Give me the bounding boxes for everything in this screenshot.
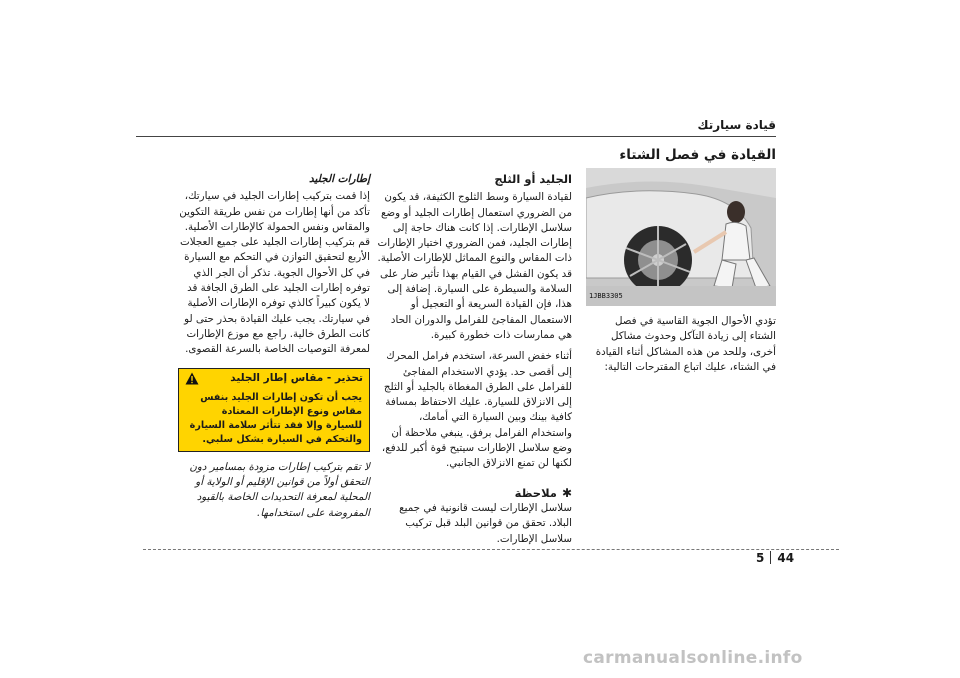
studded-tire-caution: لا تقم بتركيب إطارات مزودة بمسامير دون التحقق أولاً من قوانين الإقليم أو الولاية أو المحلية لمعرفة التحديدات الخاصة بالقيود المفروضة على استخدامها. — [189, 460, 370, 519]
intro-column — [586, 168, 776, 381]
snow-ice-body-2: أثناء خفض السرعة، استخدم فرامل المحرك إلى أقصى حد. يؤدي الاستخدام المفاجئ للفرامل على الطرق المغطاة بالجليد أو الثلج إلى الانزلاق للسيارة. عليك الاحتفاظ بمسافة كافية بينك وبين السيارة التي أمامك، واستخدام الفرامل برفق. ينبغي ملاحظة أن وضع سلاسل الإطارات سيتيح قوة أكبر للدفع، لكنها لن تمنع الانزلاق الجانبي. — [381, 350, 572, 470]
photo-code: 1JBB3305 — [589, 291, 623, 300]
snow-tires-heading: إطارات الجليد — [308, 173, 370, 185]
snow-ice-column — [376, 172, 572, 553]
note-heading — [376, 486, 572, 501]
warning-box — [178, 368, 370, 452]
asterisk-icon: ✱ — [561, 485, 572, 500]
header-rule — [136, 136, 776, 137]
watermark: carmanualsonline.info — [583, 648, 803, 668]
tire-chain-photo — [586, 168, 776, 306]
warning-body: يجب أن تكون إطارات الجليد بنفس مقاس ونوع الإطارات المعتادة للسيارة وإلا فقد تتأثر سلامة السيارة والتحكم في السيارة بشكل سلبي. — [179, 388, 369, 451]
tire-chain-illustration — [586, 168, 776, 306]
intro-text: تؤدي الأحوال الجوية القاسية في فصل الشتاء إلى زيادة التآكل وحدوث مشاكل أخرى، وللحد من هذه المشاكل أثناء القيادة في الشتاء، عليك اتباع المقترحات التالية: — [595, 315, 776, 373]
snow-ice-body-1: لقيادة السيارة وسط الثلوج الكثيفة، قد يكون من الضروري استعمال إطارات الجليد أو وضع سلاسل الإطارات. إذا كانت هناك حاجة إلى إطارات الجليد، فمن الضروري اختيار الإطارات ذات المقاس والنوع المماثل للإطارات الأصلية. قد يكون الفشل في القيام بهذا تأثير ضار على السلامة والسيطرة على السيارة. إضافة إلى هذا، فإن القيادة السريعة أو التعجيل أو الاستعمال المفاجئ للفرامل والدوران الحاد هي ممارسات ذات خطورة كبيرة. — [377, 191, 572, 341]
note-text: سلاسل الإطارات ليست قانونية في جميع البلاد. تحقق من قوانين البلد قبل تركيب سلاسل الإطارات. — [399, 501, 572, 545]
note-label: ملاحظة — [514, 485, 557, 500]
warning-header — [179, 369, 369, 388]
warning-title: تحذير - مقاس إطار الجليد — [230, 371, 363, 384]
page-number-value: 44 — [777, 551, 795, 565]
snow-ice-heading: الجليد أو الثلج — [494, 172, 572, 186]
section-number: 5 — [756, 551, 765, 565]
page-number-divider — [770, 551, 771, 564]
snow-tires-column — [178, 172, 370, 527]
page-number — [756, 551, 794, 565]
footer-rule — [143, 549, 839, 550]
warning-triangle-icon — [185, 372, 199, 385]
section-title: القيادة في فصل الشتاء — [619, 147, 776, 163]
chapter-header: قيادة سيارتك — [697, 118, 776, 132]
snow-tires-body: إذا قمت بتركيب إطارات الجليد في سيارتك، تأكد من أنها إطارات من نفس طريقة التكوين والمقاس ونفس الحمولة كالإطارات الأصلية. قم بتركيب إطارات الجليد على جميع العجلات الأربع لتحقيق التوازن في التحكم مع السيارة في كل الأحوال الجوية. تذكر أن الجر الذي توفره إطارات الجليد على الطرق الجافة قد لا يكون كبيراً كالذي توفره الإطارات الأصلية في سيارتك. يجب عليك القيادة بحذر حتى لو كانت الطرق خالية. راجع مع موزع الإطارات لمعرفة التوصيات الخاصة بالسرعة القصوى. — [179, 190, 370, 356]
